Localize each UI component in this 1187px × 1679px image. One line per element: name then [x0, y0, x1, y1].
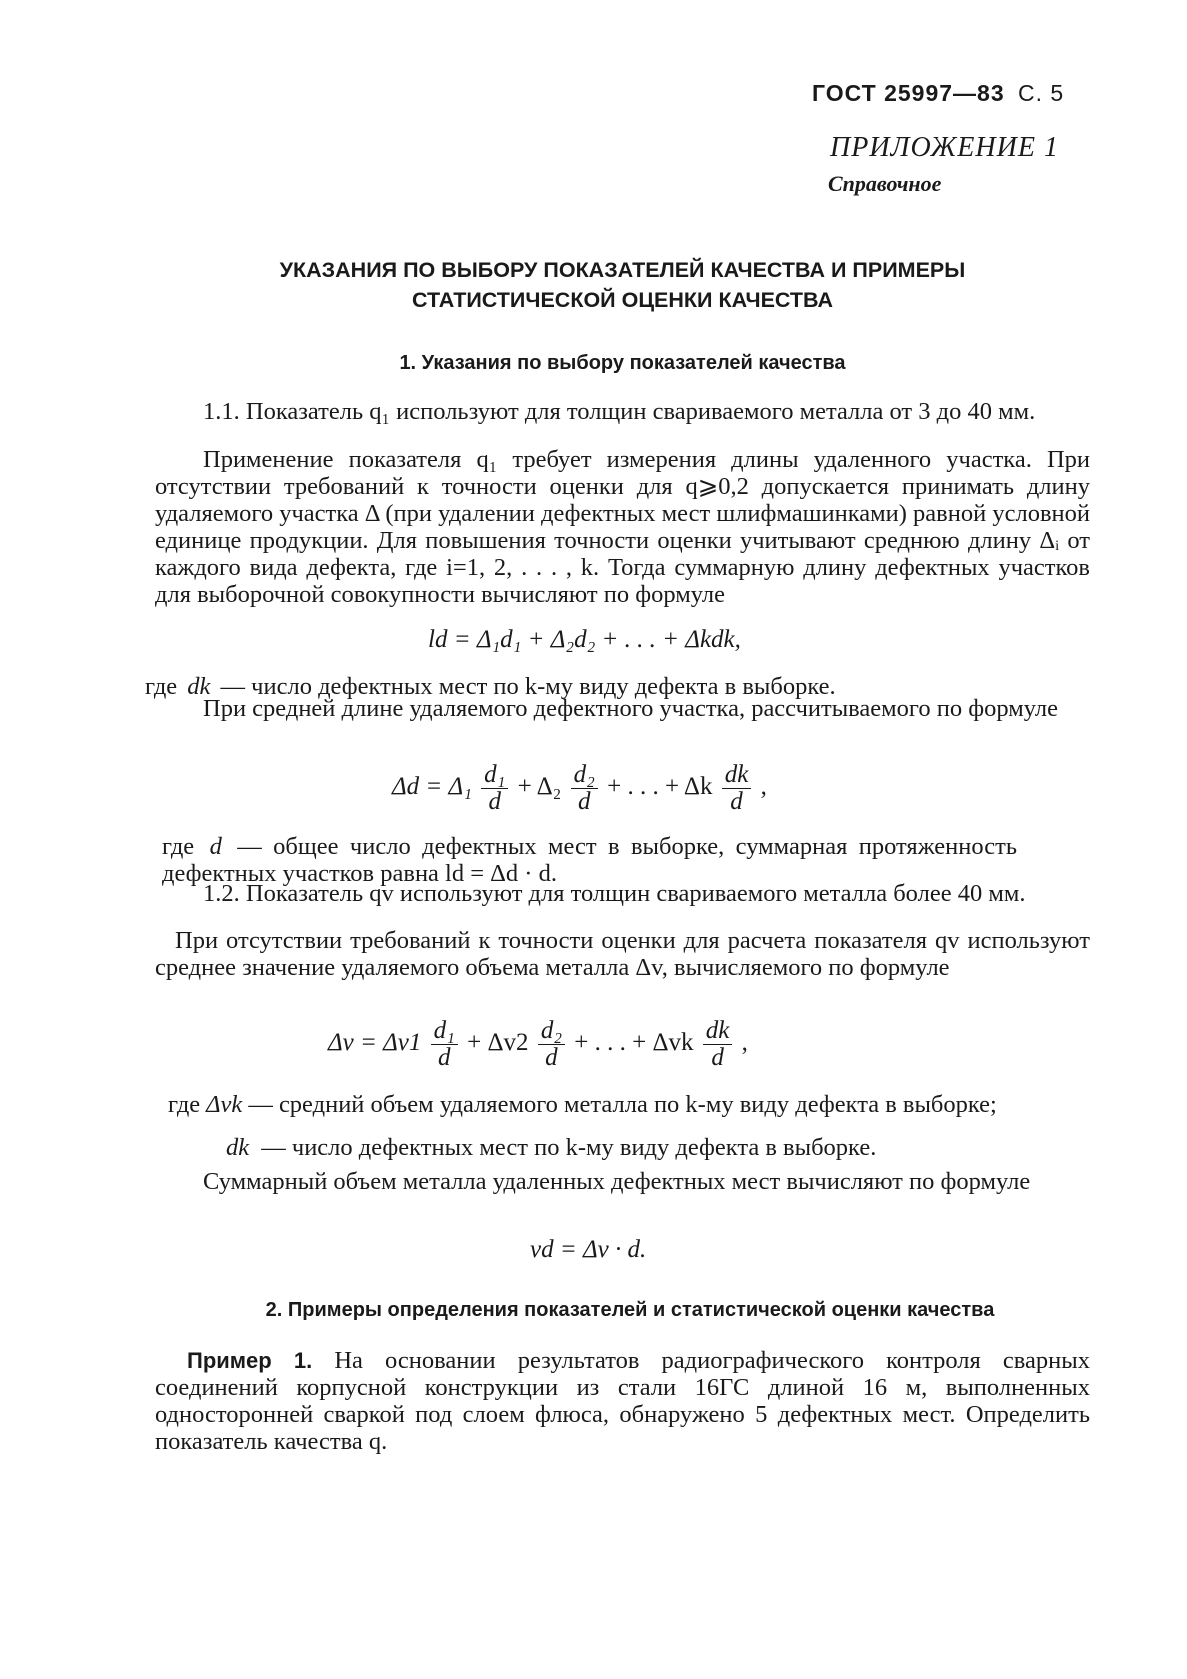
definition-text: — число дефектных мест по k-му виду дефекта в выборке. [261, 1134, 877, 1161]
appendix-title: ПРИЛОЖЕНИЕ 1 [830, 132, 1059, 163]
fraction-d2-d [538, 1018, 565, 1071]
denominator: d [438, 1044, 451, 1071]
example-label: Пример 1. [187, 1348, 313, 1373]
fraction-dk-d [722, 762, 752, 815]
where-d-definition [162, 833, 1017, 887]
formula3-lhs: Δv = Δv1 [328, 1029, 422, 1057]
numerator: dk [722, 762, 752, 789]
formula2-term2: + Δ₂ [517, 773, 562, 801]
where-word: где [162, 833, 195, 860]
definition-text: — общее число дефектных мест в выборке, суммарная протяженность дефектных участков равна ld = Δd · d. [162, 833, 1018, 887]
formula3-term3: + . . . + Δvk [574, 1029, 694, 1057]
formula-average-length [392, 762, 767, 815]
paragraph-1-2: 1.2. Показатель qv используют для толщин свариваемого металла более 40 мм. [203, 880, 1026, 907]
example-1 [155, 1347, 1090, 1455]
denominator: d [711, 1044, 724, 1071]
formula3-tail: , [741, 1029, 748, 1057]
main-title-line2: СТАТИСТИЧЕСКОЙ ОЦЕНКИ КАЧЕСТВА [411, 288, 834, 312]
fraction-dk-d [703, 1018, 733, 1071]
section1-heading: 1. Указания по выбору показателей качества [399, 352, 846, 374]
paragraph-average-length: При средней длине удаляемого дефектного участка, рассчитываемого по формуле [203, 695, 1058, 722]
numerator: d₂ [571, 762, 598, 789]
formula-average-volume [328, 1018, 748, 1071]
where-word: где [168, 1091, 201, 1118]
paragraph-volume: При отсутствии требований к точности оценки для расчета показателя qv используют среднее значение удаляемого объема металла Δv, вычисляемого по формуле [155, 927, 1090, 981]
fraction-d2-d [571, 762, 598, 815]
section2-heading: 2. Примеры определения показателей и статистической оценки качества [265, 1299, 995, 1321]
denominator: d [577, 788, 591, 815]
standard-number: ГОСТ 25997—83 [812, 80, 1005, 106]
where-dvk-definition [168, 1091, 1018, 1118]
numerator: d₁ [431, 1018, 458, 1045]
numerator: d₁ [481, 762, 508, 789]
denominator: d [730, 788, 743, 815]
paragraph-1-1: 1.1. Показатель q₁ используют для толщин свариваемого металла от 3 до 40 мм. [203, 398, 1036, 425]
symbol-d: d [209, 833, 222, 860]
numerator: d₂ [538, 1018, 565, 1045]
formula2-term3: + . . . + Δk [607, 773, 713, 801]
fraction-d1-d [431, 1018, 458, 1071]
main-title-line1: УКАЗАНИЯ ПО ВЫБОРУ ПОКАЗАТЕЛЕЙ КАЧЕСТВА И ПРИМЕРЫ [279, 258, 966, 282]
where-dk-volume-definition [226, 1134, 1086, 1161]
numerator: dk [703, 1018, 733, 1045]
formula2-lhs: Δd = Δ₁ [392, 773, 472, 801]
denominator: d [488, 788, 502, 815]
formula-total-volume: vd = Δv · d. [530, 1236, 647, 1263]
formula-total-length: ld = Δ₁d₁ + Δ₂d₂ + . . . + Δkdk, [428, 626, 741, 653]
page-number: С. 5 [1018, 80, 1065, 106]
definition-text: — число дефектных мест по k-му виду дефекта в выборке. [220, 673, 836, 700]
paragraph-1-1-application: Применение показателя q₁ требует измерения длины удаленного участка. При отсутствии требований к точности оценки для q⩾0,2 допускается принимать длину удаляемого участка Δ (при удалении дефектных мест шлифмашинками) равной условной единице продукции. Для повышения точности оценки учитывают среднюю длину Δᵢ от каждого вида дефекта, где i=1, 2, . . . , k. Тогда суммарную длину дефектных участков для выборочной совокупности вычисляют по формуле [155, 446, 1090, 608]
definition-text: — средний объем удаляемого металла по k-му виду дефекта в выборке; [248, 1091, 997, 1118]
fraction-d1-d [481, 762, 508, 815]
symbol-dk: dk [187, 673, 211, 700]
denominator: d [545, 1044, 558, 1071]
formula3-term2: + Δv2 [467, 1029, 529, 1057]
page-header [812, 80, 1064, 107]
where-word: где [145, 673, 178, 700]
paragraph-total-volume: Суммарный объем металла удаленных дефектных мест вычисляют по формуле [203, 1168, 1031, 1195]
symbol-dvk: Δvk [206, 1091, 243, 1118]
symbol-dk: dk [226, 1134, 250, 1161]
example-text: На основании результатов радиографического контроля сварных соединений корпусной конструкции из стали 16ГС длиной 16 м, выполненных односторонней сваркой под слоем флюса, обнаружено 5 дефектных мест. Определить показатель качества q. [155, 1347, 1090, 1455]
formula2-tail: , [760, 773, 767, 801]
appendix-subtitle: Справочное [828, 171, 942, 196]
